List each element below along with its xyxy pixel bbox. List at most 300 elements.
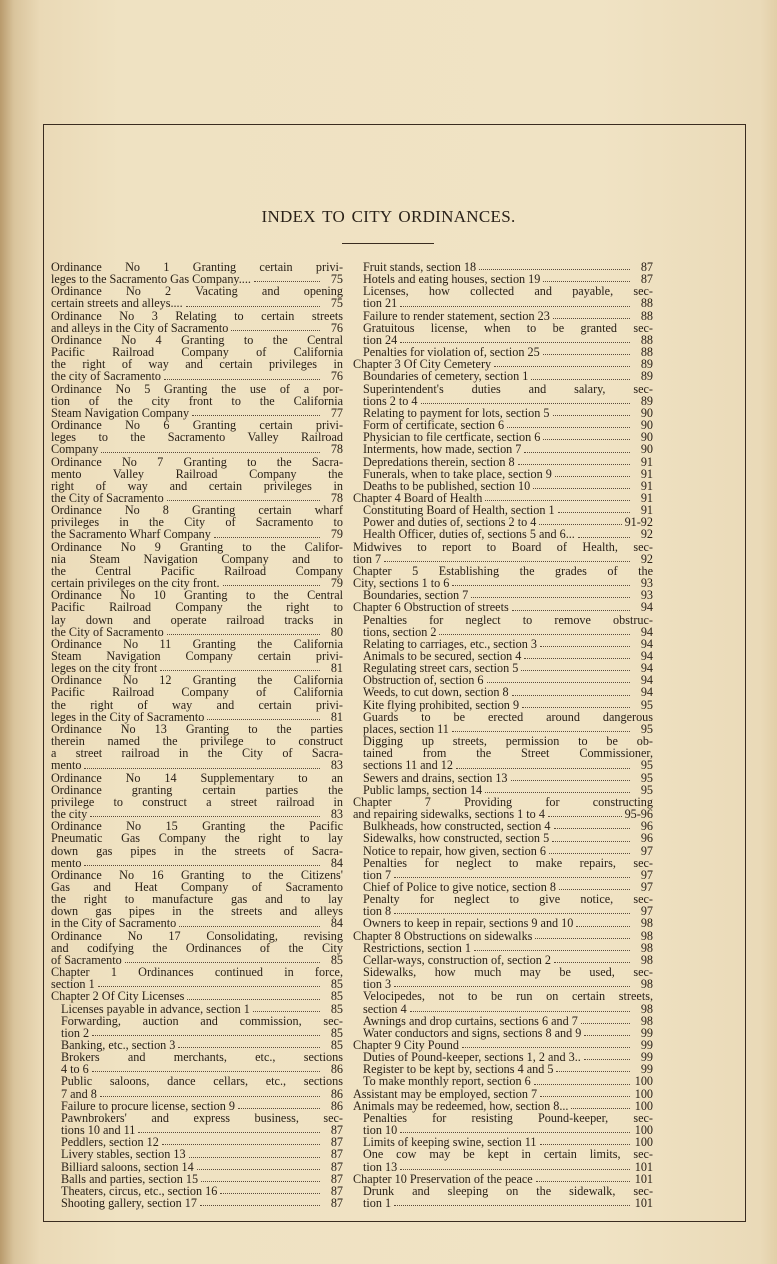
index-entry-text: tion 10 xyxy=(363,1123,398,1138)
page-number: 86 xyxy=(330,1086,343,1101)
page-number: 87 xyxy=(330,1123,343,1138)
index-entry-text: nia Steam Navigation Company and to xyxy=(51,551,343,566)
index-entry-text: Balls and parties, section 15 xyxy=(61,1171,199,1186)
page-number: 95 xyxy=(640,770,653,785)
index-entry xyxy=(51,674,343,723)
dot-leader xyxy=(101,452,320,453)
dot-leader xyxy=(201,1181,320,1182)
index-entry xyxy=(353,711,653,735)
index-entry-text: Chief of Police to give notice, section 8 xyxy=(363,879,556,894)
index-entry xyxy=(51,1112,343,1136)
index-column-right xyxy=(353,261,653,1209)
index-entry-text: Sidewalks, how constructed, section 5 xyxy=(363,831,550,846)
page-number: 99 xyxy=(640,1062,653,1077)
dot-leader xyxy=(84,768,320,769)
index-entry-text: 4 to 6 xyxy=(61,1062,89,1077)
index-entry xyxy=(353,699,653,711)
page-number: 84 xyxy=(330,916,343,931)
index-entry xyxy=(51,1015,343,1039)
index-entry-text: Owners to keep in repair, sections 9 and 10 xyxy=(363,916,574,931)
dot-leader xyxy=(553,318,630,319)
index-entry xyxy=(51,638,343,674)
index-entry-text: Bulkheads, how constructed, section 4 xyxy=(363,819,551,834)
index-entry-text: Pacific Railroad Company of California xyxy=(51,345,343,360)
page-number: 89 xyxy=(640,393,653,408)
index-entry-text: Funerals, when to take place, section 9 xyxy=(363,466,552,481)
dot-leader xyxy=(555,476,630,477)
page-number: 91 xyxy=(640,478,653,493)
page-number: 84 xyxy=(330,855,343,870)
index-entry-text: Regulating street cars, section 5 xyxy=(363,661,519,676)
index-entry-text: Peddlers, section 12 xyxy=(61,1135,159,1150)
index-entry xyxy=(51,1075,343,1099)
index-entry xyxy=(353,285,653,309)
page-number: 94 xyxy=(640,624,653,639)
page-number: 100 xyxy=(634,1074,653,1089)
index-entry-text: Drunk and sleeping on the sidewalk, sec- xyxy=(363,1183,653,1198)
index-entry-text: the Central Pacific Railroad Company xyxy=(51,563,343,578)
index-entry xyxy=(353,857,653,881)
index-entry-text: privileges in the City of Sacramento to xyxy=(51,515,343,530)
index-entry-text: Chapter 9 City Pound xyxy=(353,1038,459,1052)
dot-leader xyxy=(207,719,320,720)
index-entry-text: Pneumatic Gas Company the right to lay xyxy=(51,831,343,846)
index-entry-text: Depredations therein, section 8 xyxy=(363,454,515,469)
index-entry-text: Notice to repair, how given, section 6 xyxy=(363,843,546,858)
index-entry-text: Deaths to be published, section 10 xyxy=(363,478,531,493)
index-entry xyxy=(51,1051,343,1075)
dot-leader xyxy=(439,634,630,635)
index-entry-text: the city xyxy=(51,807,88,822)
dot-leader xyxy=(559,889,630,890)
index-entry-text: section 1 xyxy=(51,977,95,992)
page-number: 89 xyxy=(640,357,653,372)
index-entry-text: tion 3 xyxy=(363,977,392,992)
index-entry-text: tained from the Street Commissioner, xyxy=(363,746,653,761)
index-entry-text: Animals may be redeemed, how, section 8... xyxy=(353,1098,569,1113)
index-column-left xyxy=(51,261,343,1209)
dot-leader xyxy=(223,585,320,586)
index-entry-text: Relating to payment for lots, section 5 xyxy=(363,405,550,420)
index-entry-text: tion 13 xyxy=(363,1159,398,1174)
page-number: 78 xyxy=(330,442,343,457)
index-entry-text: Ordinance No 8 Granting certain wharf xyxy=(51,503,343,518)
index-entry xyxy=(353,893,653,917)
page-number: 95 xyxy=(640,721,653,736)
page-number: 95 xyxy=(640,782,653,797)
page-number: 94 xyxy=(640,685,653,700)
page-number: 85 xyxy=(330,1025,343,1040)
index-entry-text: Pacific Railroad Company of California xyxy=(51,685,343,700)
dot-leader xyxy=(522,707,630,708)
index-entry-text: Pacific Railroad Company the right to xyxy=(51,600,343,615)
page-number: 99 xyxy=(640,1025,653,1040)
dot-leader xyxy=(164,379,320,380)
index-entry-text: Penalty for neglect to give notice, sec- xyxy=(363,892,653,907)
page-number: 88 xyxy=(640,296,653,311)
page-number: 95-96 xyxy=(624,807,653,822)
index-entry-text: Health Officer, duties of, sections 5 and 6... xyxy=(363,527,575,542)
index-entry-text: mento xyxy=(51,855,82,870)
page-number: 95 xyxy=(640,758,653,773)
page-number: 88 xyxy=(640,308,653,323)
dot-leader xyxy=(554,962,630,963)
index-entry xyxy=(353,443,653,455)
index-entry-text: down gas pipes in the streets of Sacra- xyxy=(51,843,343,858)
dot-leader xyxy=(214,537,320,538)
page-number: 87 xyxy=(640,272,653,287)
index-entry-text: tion 2 xyxy=(61,1025,90,1040)
index-entry-text: Ordinance No 7 Granting to the Sacra- xyxy=(51,454,343,469)
index-entry-text: Ordinance No 1 Granting certain privi- xyxy=(51,260,343,274)
page-number: 90 xyxy=(640,418,653,433)
page-number: 85 xyxy=(330,977,343,992)
index-entry xyxy=(353,383,653,407)
page-number: 91 xyxy=(640,503,653,518)
page-number: 83 xyxy=(330,807,343,822)
index-entry-text: Form of certificate, section 6 xyxy=(363,418,505,433)
dot-leader xyxy=(474,950,630,951)
index-entry xyxy=(353,735,653,771)
page-number: 79 xyxy=(330,527,343,542)
index-entry xyxy=(353,614,653,638)
index-entry-text: Digging up streets, permission to be ob- xyxy=(363,734,653,749)
index-entry-text: Velocipedes, not to be run on certain streets, xyxy=(363,989,653,1004)
index-entry-text: Forwarding, auction and commission, sec- xyxy=(61,1013,343,1028)
index-entry xyxy=(353,966,653,990)
index-entry-text: Sidewalks, how much may be used, sec- xyxy=(363,965,653,980)
index-entry-text: Hotels and eating houses, section 19 xyxy=(363,272,541,287)
page-number: 97 xyxy=(640,904,653,919)
index-entry-text: mento xyxy=(51,758,82,773)
index-entry xyxy=(51,285,343,309)
index-entry-text: the right of way and certain privi- xyxy=(51,697,343,712)
page-number: 92 xyxy=(640,551,653,566)
index-entry-text: 7 and 8 xyxy=(61,1086,97,1101)
page-number: 101 xyxy=(634,1196,653,1211)
index-entry-text: Steam Navigation Company certain privi- xyxy=(51,649,343,663)
page-title: INDEX TO CITY ORDINANCES. xyxy=(261,207,516,226)
index-entry-text: Water conductors and signs, sections 8 and 9 xyxy=(363,1025,582,1040)
dot-leader xyxy=(167,634,320,635)
dot-leader xyxy=(162,1144,320,1145)
page-number: 94 xyxy=(640,649,653,663)
index-entry-text: Obstruction of, section 6 xyxy=(363,673,484,688)
page-number: 87 xyxy=(330,1183,343,1198)
index-entry xyxy=(51,723,343,772)
index-entry-text: Guards to be erected around dangerous xyxy=(363,709,653,724)
page-number: 80 xyxy=(330,624,343,639)
dot-leader xyxy=(558,512,630,513)
index-entry-text: Animals to be secured, section 4 xyxy=(363,649,522,663)
index-entry xyxy=(51,820,343,869)
page-number: 87 xyxy=(330,1135,343,1150)
index-entry-text: Public lamps, section 14 xyxy=(363,782,483,797)
page-number: 98 xyxy=(640,940,653,955)
index-entry-text: tions 2 to 4 xyxy=(363,393,418,408)
index-entry xyxy=(51,1197,343,1209)
page-number: 85 xyxy=(330,1038,343,1052)
index-entry-text: Chapter 8 Obstructions on sidewalks xyxy=(353,928,533,943)
page-number: 78 xyxy=(330,490,343,505)
index-entry-text: the City of Sacramento xyxy=(51,490,164,505)
page-number: 100 xyxy=(634,1098,653,1113)
dot-leader xyxy=(220,1193,320,1194)
dot-leader xyxy=(578,537,630,538)
page-number: 98 xyxy=(640,1001,653,1016)
page-number: 88 xyxy=(640,345,653,360)
index-entry-text: Midwives to report to Board of Health, sec- xyxy=(353,539,653,554)
index-entry-text: Steam Navigation Company xyxy=(51,405,190,420)
page-number: 100 xyxy=(634,1123,653,1138)
index-entry xyxy=(353,1088,653,1100)
page-number: 101 xyxy=(634,1159,653,1174)
dot-leader xyxy=(471,597,630,598)
index-entry xyxy=(51,1148,343,1160)
dot-leader xyxy=(576,926,630,927)
dot-leader xyxy=(138,1132,320,1133)
page-number: 91 xyxy=(640,466,653,481)
dot-leader xyxy=(100,1096,320,1097)
index-entry-text: Theaters, circus, etc., section 16 xyxy=(61,1183,218,1198)
index-entry xyxy=(353,565,653,589)
index-entry-text: leges to the Sacramento Valley Railroad xyxy=(51,430,343,445)
dot-leader xyxy=(421,403,630,404)
dot-leader xyxy=(584,1035,630,1036)
page-number: 91 xyxy=(640,490,653,505)
index-entry-text: Restrictions, section 1 xyxy=(363,940,471,955)
page-number: 76 xyxy=(330,369,343,384)
dot-leader xyxy=(92,1071,320,1072)
dot-leader xyxy=(536,1181,630,1182)
dot-leader xyxy=(394,913,630,914)
index-entry xyxy=(353,1112,653,1136)
index-entry-text: places, section 11 xyxy=(363,721,449,736)
page-number: 96 xyxy=(640,831,653,846)
dot-leader xyxy=(456,768,630,769)
page-number: 98 xyxy=(640,977,653,992)
page-number: 100 xyxy=(634,1086,653,1101)
index-entry-text: Chapter 5 Establishing the grades of the xyxy=(353,563,653,578)
index-entry-text: Pawnbrokers' and express business, sec- xyxy=(61,1110,343,1125)
dot-leader xyxy=(524,658,630,659)
index-entry-text: Limits of keeping swine, section 11 xyxy=(363,1135,537,1150)
page-number: 87 xyxy=(330,1159,343,1174)
page-number: 95 xyxy=(640,697,653,712)
index-entry-text: Chapter 6 Obstruction of streets xyxy=(353,600,509,615)
index-entry-text: Livery stables, section 13 xyxy=(61,1147,186,1162)
index-entry xyxy=(51,261,343,285)
dot-leader xyxy=(507,427,630,428)
page-number: 90 xyxy=(640,405,653,420)
page-number: 96 xyxy=(640,819,653,834)
dot-leader xyxy=(160,670,320,671)
index-entry-text: Sewers and drains, section 13 xyxy=(363,770,508,785)
index-entry-text: in the City of Sacramento xyxy=(51,916,177,931)
dot-leader xyxy=(189,1157,320,1158)
dot-leader xyxy=(125,962,320,963)
dot-leader xyxy=(400,306,630,307)
page-number: 94 xyxy=(640,600,653,615)
page-number: 81 xyxy=(330,709,343,724)
dot-leader xyxy=(84,865,320,866)
page-number: 94 xyxy=(640,673,653,688)
page-number: 76 xyxy=(330,320,343,335)
index-entry-text: tion of the city front to the California xyxy=(51,393,343,408)
index-entry xyxy=(51,1161,343,1173)
index-entry-text: Power and duties of, sections 2 to 4 xyxy=(363,515,537,530)
page-number: 85 xyxy=(330,952,343,967)
index-entry-text: Ordinance No 13 Granting to the parties xyxy=(51,721,343,736)
index-entry-text: Duties of Pound-keeper, sections 1, 2 and 3.. xyxy=(363,1050,581,1065)
index-entry-text: Chapter 2 Of City Licenses xyxy=(51,989,185,1004)
page-number: 90 xyxy=(640,442,653,457)
index-entry-text: sections 11 and 12 xyxy=(363,758,453,773)
index-entry-text: Cellar-ways, construction of, section 2 xyxy=(363,952,551,967)
page-number: 85 xyxy=(330,989,343,1004)
index-entry-text: section 4 xyxy=(363,1001,407,1016)
index-entry-text: Ordinance No 16 Granting to the Citizens' xyxy=(51,867,343,882)
page-number: 99 xyxy=(640,1050,653,1065)
index-entry xyxy=(353,322,653,346)
page-number: 89 xyxy=(640,369,653,384)
index-entry xyxy=(51,772,343,821)
index-entry xyxy=(353,917,653,929)
index-entry-text: Relating to carriages, etc., section 3 xyxy=(363,636,537,651)
page-number: 94 xyxy=(640,661,653,676)
dot-leader xyxy=(186,306,320,307)
dot-leader xyxy=(524,452,630,453)
index-entry-text: tion 8 xyxy=(363,904,392,919)
page-number: 98 xyxy=(640,1013,653,1028)
dot-leader xyxy=(479,269,630,270)
dot-leader xyxy=(400,1169,630,1170)
index-entry-text: City, sections 1 to 6 xyxy=(353,576,450,591)
index-entry-text: and alleys in the City of Sacramento xyxy=(51,320,229,335)
index-entry-text: and repairing sidewalks, sections 1 to 4 xyxy=(353,807,545,822)
index-entry xyxy=(51,930,343,966)
index-entry-text: Brokers and merchants, etc., sections xyxy=(61,1050,343,1065)
page-number: 90 xyxy=(640,430,653,445)
index-entry xyxy=(51,504,343,540)
index-entry-text: Penalties for resisting Pound-keeper, sec- xyxy=(363,1110,653,1125)
index-entry-text: Banking, etc., section 3 xyxy=(61,1038,176,1052)
index-entry xyxy=(51,990,343,1002)
page-number: 87 xyxy=(640,260,653,274)
index-entry-text: Ordinance No 2 Vacating and opening xyxy=(51,284,343,299)
page-number: 100 xyxy=(634,1135,653,1150)
dot-leader xyxy=(534,1084,630,1085)
index-entry-text: Gas and Heat Company of Sacramento xyxy=(51,879,343,894)
index-entry-text: To make monthly report, section 6 xyxy=(363,1074,531,1089)
dot-leader xyxy=(543,354,630,355)
dot-leader xyxy=(540,1096,630,1097)
dot-leader xyxy=(92,1035,320,1036)
index-entry-text: Company xyxy=(51,442,99,457)
dot-leader xyxy=(521,670,630,671)
index-entry-text: Shooting gallery, section 17 xyxy=(61,1196,197,1211)
dot-leader xyxy=(512,695,630,696)
index-entry xyxy=(51,589,343,638)
page-number: 86 xyxy=(330,1062,343,1077)
page-number: 91 xyxy=(640,454,653,469)
index-entry-text: Ordinance No 3 Relating to certain streets xyxy=(51,308,343,323)
index-entry xyxy=(353,845,653,857)
dot-leader xyxy=(512,610,630,611)
index-entry xyxy=(51,419,343,455)
index-entry xyxy=(51,1003,343,1015)
index-entry-text: Boundaries of cemetery, section 1 xyxy=(363,369,529,384)
dot-leader xyxy=(178,1047,320,1048)
dot-leader xyxy=(179,926,320,927)
index-entry xyxy=(51,966,343,990)
index-entry xyxy=(353,468,653,480)
index-entry xyxy=(353,772,653,784)
index-entry-text: privilege to construct a street railroad in xyxy=(51,794,343,809)
page-number: 87 xyxy=(330,1171,343,1186)
index-entry xyxy=(51,456,343,505)
page-number: 77 xyxy=(330,405,343,420)
index-entry xyxy=(353,796,653,820)
dot-leader xyxy=(452,585,630,586)
index-entry-text: the City of Sacramento xyxy=(51,624,164,639)
index-entry-text: the right of way and certain privileges in xyxy=(51,357,343,372)
dot-leader xyxy=(462,1047,630,1048)
page-number: 87 xyxy=(330,1147,343,1162)
dot-leader xyxy=(384,561,630,562)
dot-leader xyxy=(556,1071,630,1072)
index-entry-text: leges on the city front xyxy=(51,661,158,676)
dot-leader xyxy=(518,464,630,465)
page-number: 75 xyxy=(330,272,343,287)
index-entry xyxy=(353,310,653,322)
index-entry-text: Ordinance No 10 Granting to the Central xyxy=(51,588,343,603)
page-number: 97 xyxy=(640,879,653,894)
index-entry-text: the Sacramento Wharf Company xyxy=(51,527,211,542)
index-entry xyxy=(51,310,343,334)
index-entry xyxy=(353,930,653,942)
dot-leader xyxy=(192,415,320,416)
dot-leader xyxy=(400,1132,630,1133)
index-entry-text: Ordinance No 17 Consolidating, revising xyxy=(51,928,343,943)
index-entry-text: Chapter 10 Preservation of the peace xyxy=(353,1171,533,1186)
dot-leader xyxy=(540,1144,630,1145)
page-number: 98 xyxy=(640,928,653,943)
index-entry-text: Boundaries, section 7 xyxy=(363,588,469,603)
index-entry-text: tions, section 2 xyxy=(363,624,437,639)
dot-leader xyxy=(531,379,630,380)
index-entry xyxy=(353,1185,653,1209)
index-entry-text: right of way and certain privileges in xyxy=(51,478,343,493)
index-entry-text: tion 1 xyxy=(363,1196,392,1211)
dot-leader xyxy=(98,986,320,987)
index-entry xyxy=(353,1148,653,1172)
page-number: 93 xyxy=(640,588,653,603)
dot-leader xyxy=(394,1205,630,1206)
dot-leader xyxy=(535,938,630,939)
dot-leader xyxy=(400,342,630,343)
index-entry-text: Ordinance granting certain parties the xyxy=(51,782,343,797)
index-entry xyxy=(51,869,343,930)
index-entry-text: Gratuitous license, when to be granted sec- xyxy=(363,320,653,335)
index-entry xyxy=(353,686,653,698)
dot-leader xyxy=(253,1011,320,1012)
index-entry-text: Licenses, how collected and payable, sec- xyxy=(363,284,653,299)
index-entry-text: Ordinance No 11 Granting the California xyxy=(51,636,343,651)
index-entry xyxy=(353,456,653,468)
page-number: 86 xyxy=(330,1098,343,1113)
index-entry-text: Ordinance No 14 Supplementary to an xyxy=(51,770,343,785)
